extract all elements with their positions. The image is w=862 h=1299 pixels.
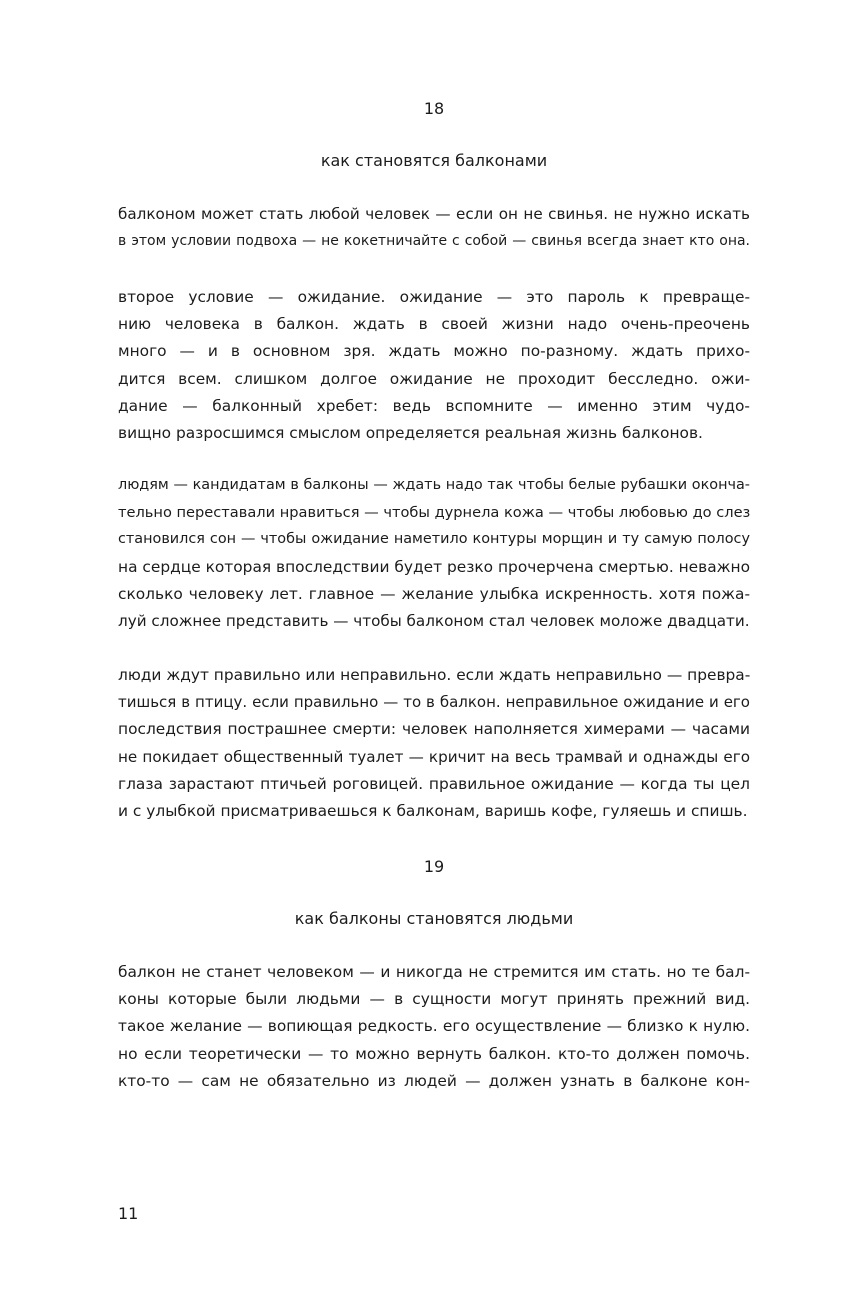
text-line: луй сложнее представить — чтобы балконом стал человек моложе двадцати.: [118, 611, 750, 630]
text-line: глаза зарастают птичьей роговицей. правильное ожидание — когда ты цел: [118, 774, 750, 793]
section-number: 18: [423, 99, 445, 118]
text-line: и с улыбкой присматриваешься к балконам, варишь кофе, гуляешь и спишь.: [118, 801, 748, 820]
paragraph: [118, 662, 750, 825]
text-line: дится всем. слишком долгое ожидание не проходит бесследно. ожи-: [118, 369, 750, 388]
text-line: сколько человеку лет. главное — желание улыбка искренность. хотя пожа-: [118, 584, 750, 603]
text-line: много — и в основном зря. ждать можно по-разному. ждать прихо-: [118, 342, 750, 361]
paragraph: [118, 472, 750, 635]
paragraph: [118, 959, 750, 1095]
paragraph: [118, 284, 750, 447]
page-number: 11: [118, 1204, 139, 1223]
text-line: вищно разросшимся смыслом определяется реальная жизнь балконов.: [118, 423, 703, 442]
text-line: балкон не станет человеком — и никогда не стремится им стать. но те бал-: [118, 963, 750, 981]
section-title: как балконы становятся людьми: [294, 909, 574, 928]
text-line: на сердце которая впоследствии будет резко прочерчена смертью. неважно: [118, 557, 750, 576]
text-line: но если теоретически — то можно вернуть балкон. кто-то должен помочь.: [118, 1044, 750, 1063]
section-title: как становятся балконами: [320, 151, 548, 170]
text-line: последствия пострашнее смерти: человек наполняется химерами — часами: [118, 720, 750, 739]
text-line: нию человека в балкон. ждать в своей жизни надо очень-преочень: [118, 315, 750, 334]
text-line: становился сон — чтобы ожидание наметило контуры морщин и ту самую полосу: [118, 531, 750, 548]
text-line: в этом условии подвоха — не кокетничайте с собой — свинья всегда знает кто она.: [118, 233, 750, 250]
text-line: тельно переставали нравиться — чтобы дурнела кожа — чтобы любовью до слез: [118, 504, 751, 522]
text-line: кто-то — сам не обязательно из людей — должен узнать в балконе кон-: [118, 1071, 750, 1090]
text-line: люди ждут правильно или неправильно. если ждать неправильно — превра-: [118, 666, 751, 684]
text-line: тишься в птицу. если правильно — то в балкон. неправильное ожидание и его: [118, 693, 750, 712]
section-number: 19: [423, 857, 445, 876]
text-line: такое желание — вопиющая редкость. его осуществление — близко к нулю.: [118, 1017, 750, 1036]
text-line: не покидает общественный туалет — кричит на весь трамвай и однажды его: [118, 747, 750, 766]
text-line: людям — кандидатам в балконы — ждать надо так чтобы белые рубашки оконча-: [118, 477, 750, 493]
text-line: дание — балконный хребет: ведь вспомните — именно этим чудо-: [118, 396, 750, 415]
text-line: коны которые были людьми — в сущности могут принять прежний вид.: [118, 990, 750, 1009]
text-line: балконом может стать любой человек — если он не свинья. не нужно искать: [118, 205, 750, 223]
paragraph: [118, 201, 750, 255]
text-line: второе условие — ожидание. ожидание — это пароль к превраще-: [118, 288, 750, 306]
